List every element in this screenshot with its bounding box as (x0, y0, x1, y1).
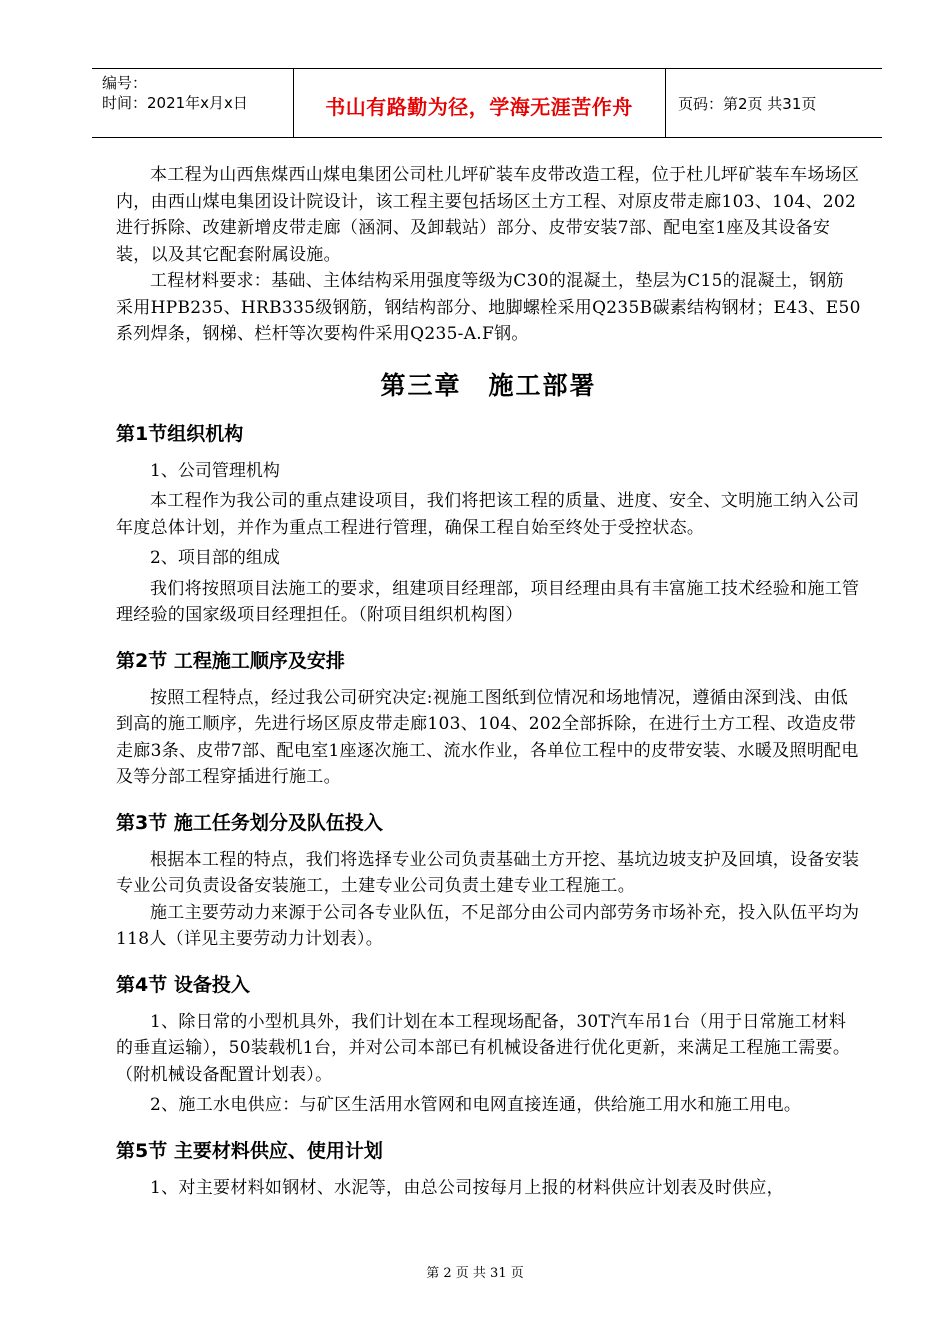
header-motto: 书山有路勤为径，学海无涯苦作舟 (325, 95, 633, 119)
doc-code-label: 编号： (102, 74, 148, 92)
intro-paragraph-1: 本工程为山西焦煤西山煤电集团公司杜儿坪矿装车皮带改造工程，位于杜儿坪矿装车车场场区内，由西山煤电集团设计院设计，该工程主要包括场区土方工程、对原皮带走廊103、104、202进行拆除、改建新增皮带走廊（涵洞、及卸载站）部分、皮带安装7部、配电室1座及其设备安装，以及其它配套附属设施。 (116, 165, 860, 265)
page-footer: 第 2 页 共 31 页 (426, 1266, 524, 1281)
doc-time-label: 时间：2021年x月x日 (102, 94, 248, 112)
section-1-paragraph-2: 我们将按照项目法施工的要求，组建项目经理部，项目经理由具有丰富施工技术经验和施工管理经验的国家级项目经理担任。（附项目组织机构图） (116, 578, 860, 625)
header-page-cell (666, 69, 882, 137)
header-page-code: 页码：第2页 共31页 (678, 95, 817, 113)
intro-paragraph-2: 工程材料要求：基础、主体结构采用强度等级为C30的混凝土，垫层为C15的混凝土，钢筋采用HPB235、HRB335级钢筋，钢结构部分、地脚螺栓采用Q235B碳素结构钢材；E43、E50系列焊条，钢梯、栏杆等次要构件采用Q235-A.F钢。 (116, 271, 861, 344)
section-1-item-2: 2、项目部的组成 (150, 548, 280, 568)
section-4-title: 第4节 设备投入 (116, 973, 250, 996)
chapter-title: 第三章 施工部署 (380, 370, 597, 400)
section-2-title: 第2节 工程施工顺序及安排 (116, 649, 345, 672)
section-3-title: 第3节 施工任务划分及队伍投入 (116, 811, 383, 834)
section-5-paragraph-1: 1、对主要材料如钢材、水泥等，由总公司按每月上报的材料供应计划表及时供应， (150, 1177, 784, 1198)
section-1-title: 第1节组织机构 (116, 422, 244, 445)
section-4-paragraph-1: 1、除日常的小型机具外，我们计划在本工程现场配备，30T汽车吊1台（用于日常施工材料的垂直运输），50装载机1台，并对公司本部已有机械设备进行优化更新，来满足工程施工需要。（附机械设备配置计划表）。 (116, 1011, 851, 1085)
header-motto-cell (293, 69, 666, 137)
section-4-paragraph-2: 2、施工水电供应：与矿区生活用水管网和电网直接连通，供给施工用水和施工用电。 (150, 1095, 802, 1115)
section-2-paragraph-1: 按照工程特点，经过我公司研究决定:视施工图纸到位情况和场地情况，遵循由深到浅、由低到高的施工顺序，先进行场区原皮带走廊103、104、202全部拆除，在进行土方工程、改造皮带走廊3条、皮带7部、配电室1座逐次施工、流水作业，各单位工程中的皮带安装、水暖及照明配电及等分部工程穿插进行施工。 (116, 687, 859, 787)
page-header (92, 68, 882, 138)
section-3-paragraph-1: 根据本工程的特点，我们将选择专业公司负责基础土方开挖、基坑边坡支护及回填，设备安装专业公司负责设备安装施工，土建专业公司负责土建专业工程施工。 (116, 849, 860, 896)
header-info-cell (92, 69, 294, 137)
document-body (116, 162, 861, 1201)
section-1-paragraph-1: 本工程作为我公司的重点建设项目，我们将把该工程的质量、进度、安全、文明施工纳入公司年度总体计划，并作为重点工程进行管理，确保工程自始至终处于受控状态。 (116, 491, 860, 538)
section-3-paragraph-2: 施工主要劳动力来源于公司各专业队伍，不足部分由公司内部劳务市场补充，投入队伍平均为118人（详见主要劳动力计划表）。 (116, 902, 860, 949)
section-5-title: 第5节 主要材料供应、使用计划 (116, 1139, 383, 1162)
section-1-item-1: 1、公司管理机构 (150, 460, 280, 481)
